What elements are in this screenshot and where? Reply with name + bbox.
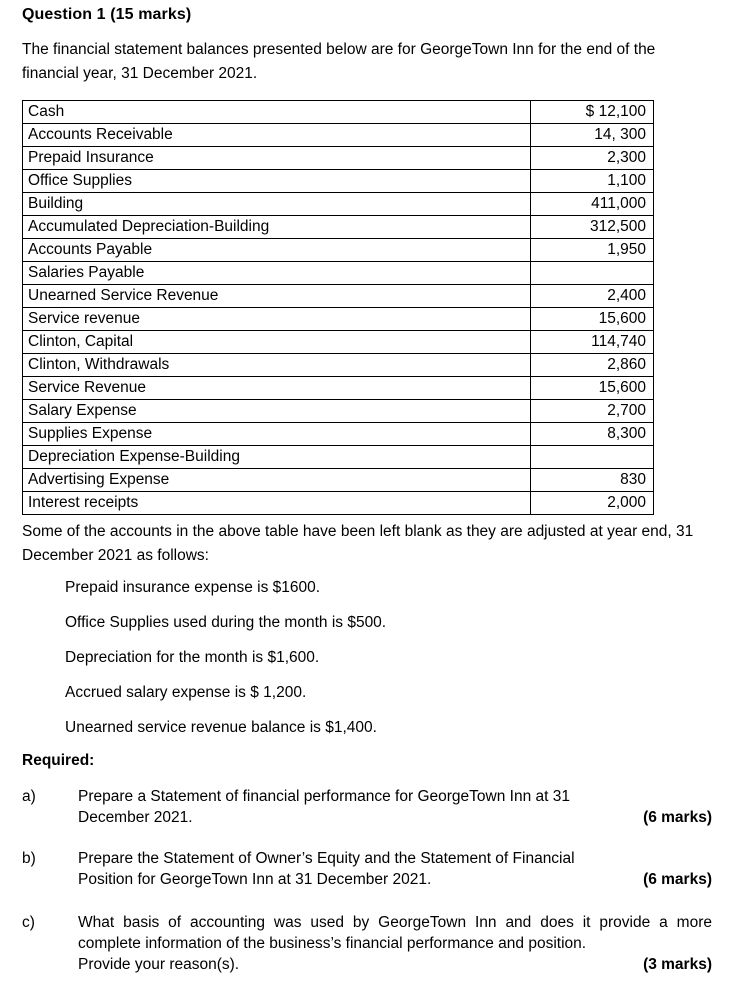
amount-cell: 8,300	[531, 423, 654, 446]
item-marker: a)	[22, 788, 36, 805]
amount-cell: 14, 300	[531, 124, 654, 147]
table-row	[23, 101, 654, 124]
account-name-cell: Prepaid Insurance	[23, 147, 531, 170]
table-row	[23, 193, 654, 216]
account-name-cell: Salary Expense	[23, 400, 531, 423]
table-row	[23, 262, 654, 285]
table-row	[23, 308, 654, 331]
marks-badge: (6 marks)	[643, 871, 712, 888]
intro-paragraph: The financial statement balances presented below are for GeorgeTown Inn for the end of the financial year, 31 December 2021.	[22, 41, 656, 82]
item-body	[78, 912, 712, 975]
item-body	[78, 848, 712, 890]
item-last-line: December 2021.	[78, 809, 193, 826]
table-row	[23, 216, 654, 239]
post-table-paragraph: Some of the accounts in the above table have been left blank as they are adjusted at year end, 31 December 2021 as follows:	[22, 523, 694, 564]
table-row	[23, 446, 654, 469]
account-name-cell: Supplies Expense	[23, 423, 531, 446]
list-item: Office Supplies used during the month is $500.	[65, 614, 387, 631]
table-row	[23, 354, 654, 377]
amount-cell: 2,400	[531, 285, 654, 308]
account-name-cell: Cash	[23, 101, 531, 124]
amount-cell: 2,700	[531, 400, 654, 423]
table-row	[23, 400, 654, 423]
trial-balance-table	[22, 100, 654, 515]
item-last-line-row	[78, 954, 712, 975]
amount-cell: 312,500	[531, 216, 654, 239]
page-title: Question 1 (15 marks)	[22, 6, 192, 23]
table-row	[23, 239, 654, 262]
account-name-cell: Office Supplies	[23, 170, 531, 193]
account-name-cell: Clinton, Capital	[23, 331, 531, 354]
marks-badge: (6 marks)	[643, 809, 712, 826]
amount-cell: 1,950	[531, 239, 654, 262]
table-row	[23, 170, 654, 193]
amount-cell: 2,300	[531, 147, 654, 170]
account-name-cell: Unearned Service Revenue	[23, 285, 531, 308]
amount-cell: 2,000	[531, 492, 654, 515]
item-last-line-row	[78, 869, 712, 890]
account-name-cell: Advertising Expense	[23, 469, 531, 492]
table-body	[23, 101, 654, 515]
item-text: What basis of accounting was used by GeorgeTown Inn and does it provide a more complete information of the business’s financial performance and position.	[78, 914, 712, 952]
required-item-c	[22, 912, 712, 975]
amount-cell: 411,000	[531, 193, 654, 216]
amount-cell: 15,600	[531, 377, 654, 400]
account-name-cell: Interest receipts	[23, 492, 531, 515]
list-item: Prepaid insurance expense is $1600.	[65, 579, 321, 596]
account-name-cell: Accounts Payable	[23, 239, 531, 262]
amount-cell: 830	[531, 469, 654, 492]
amount-cell	[531, 446, 654, 469]
account-name-cell: Service revenue	[23, 308, 531, 331]
required-item-b	[22, 848, 712, 890]
amount-cell: 1,100	[531, 170, 654, 193]
amount-cell: $ 12,100	[531, 101, 654, 124]
item-text: Prepare the Statement of Owner’s Equity and the Statement of Financial	[78, 850, 575, 867]
account-name-cell: Clinton, Withdrawals	[23, 354, 531, 377]
account-name-cell: Accounts Receivable	[23, 124, 531, 147]
table-row	[23, 492, 654, 515]
item-marker: b)	[22, 850, 36, 867]
marks-badge: (3 marks)	[643, 956, 712, 973]
account-name-cell: Accumulated Depreciation-Building	[23, 216, 531, 239]
table-row	[23, 331, 654, 354]
item-last-line: Position for GeorgeTown Inn at 31 December 2021.	[78, 871, 432, 888]
item-last-line: Provide your reason(s).	[78, 956, 240, 973]
list-item: Unearned service revenue balance is $1,400.	[65, 719, 377, 736]
item-last-line-row	[78, 807, 712, 828]
required-heading: Required:	[22, 752, 95, 769]
list-item: Depreciation for the month is $1,600.	[65, 649, 320, 666]
account-name-cell: Depreciation Expense-Building	[23, 446, 531, 469]
table-row	[23, 423, 654, 446]
table-row	[23, 469, 654, 492]
item-text: Prepare a Statement of financial performance for GeorgeTown Inn at 31	[78, 788, 570, 805]
account-name-cell: Salaries Payable	[23, 262, 531, 285]
item-marker: c)	[22, 914, 35, 931]
adjustments-list	[65, 578, 665, 753]
account-name-cell: Service Revenue	[23, 377, 531, 400]
amount-cell: 2,860	[531, 354, 654, 377]
table-row	[23, 377, 654, 400]
required-items-list	[22, 786, 712, 994]
amount-cell: 15,600	[531, 308, 654, 331]
table-row	[23, 147, 654, 170]
account-name-cell: Building	[23, 193, 531, 216]
required-item-a	[22, 786, 712, 828]
table-row	[23, 124, 654, 147]
amount-cell: 114,740	[531, 331, 654, 354]
item-body	[78, 786, 712, 828]
table-row	[23, 285, 654, 308]
amount-cell	[531, 262, 654, 285]
list-item: Accrued salary expense is $ 1,200.	[65, 684, 307, 701]
